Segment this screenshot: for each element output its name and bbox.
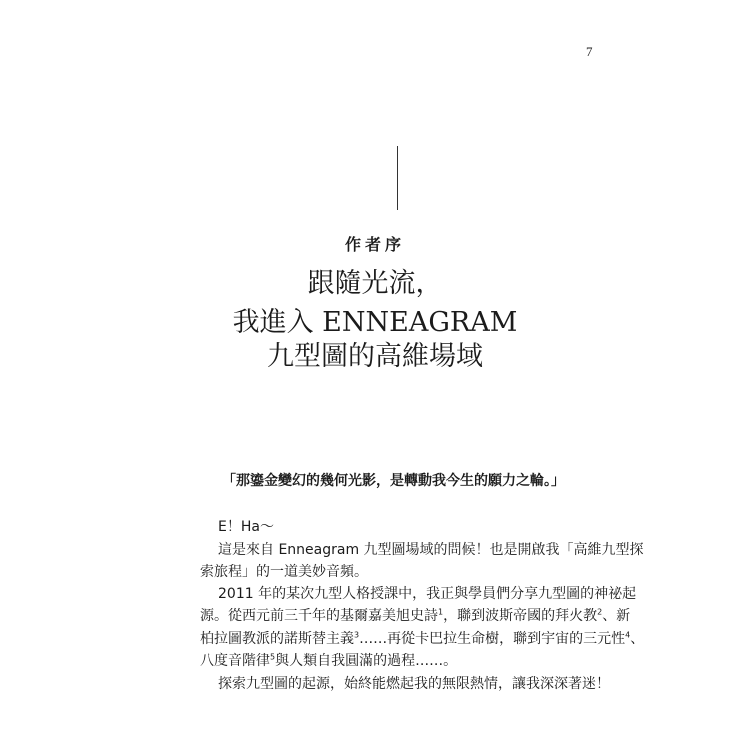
body-line-5-part-c: 、新 xyxy=(602,608,631,624)
body-line-2: 這是來自 Enneagram 九型圖場域的問候！也是開啟我「高維九型探 xyxy=(218,542,644,558)
epigraph-quote: 「那鎏金變幻的幾何光影，是轉動我今生的願力之輪。」 xyxy=(222,473,565,489)
footnote-ref-5: 5 xyxy=(270,652,276,662)
footnote-ref-4: 4 xyxy=(625,630,631,640)
body-line-7-part-a: 八度音階律 xyxy=(200,653,270,669)
body-line-6-part-b: ……再從卡巴拉生命樹，聯到宇宙的三元性 xyxy=(359,631,626,647)
body-line-6-part-c: 、 xyxy=(630,631,645,647)
body-line-5-part-a: 源。從西元前三千年的基爾嘉美旭史詩 xyxy=(200,608,438,624)
body-line-8: 探索九型圖的起源，始終能燃起我的無限熱情，讓我深深著迷！ xyxy=(218,676,610,692)
body-line-1: E！Ha～ xyxy=(218,519,274,535)
chapter-title-line-1: 跟隨光流， xyxy=(307,268,443,299)
body-line-6-part-a: 柏拉圖教派的諾斯替主義 xyxy=(200,631,354,647)
footnote-ref-1: 1 xyxy=(438,607,444,617)
body-line-4: 2011 年的某次九型人格授課中，我正與學員們分享九型圖的神祕起 xyxy=(218,586,637,602)
section-label: 作者序 xyxy=(344,235,405,254)
chapter-title-line-2: 我進入 ENNEAGRAM xyxy=(232,307,518,338)
vertical-divider-line xyxy=(397,146,398,210)
chapter-title-line-3: 九型圖的高維場域 xyxy=(267,341,483,372)
body-line-5 xyxy=(200,607,630,625)
body-line-5-part-b: ，聯到波斯帝國的拜火教 xyxy=(443,608,598,624)
page-number: 7 xyxy=(586,44,593,59)
footnote-ref-3: 3 xyxy=(354,630,360,640)
body-line-7-part-b: 與人類自我圓滿的過程……。 xyxy=(275,653,458,669)
body-line-7 xyxy=(200,652,457,670)
body-line-6 xyxy=(200,630,644,648)
body-line-3: 索旅程」的一道美妙音頻。 xyxy=(200,564,368,580)
footnote-ref-2: 2 xyxy=(597,607,603,617)
